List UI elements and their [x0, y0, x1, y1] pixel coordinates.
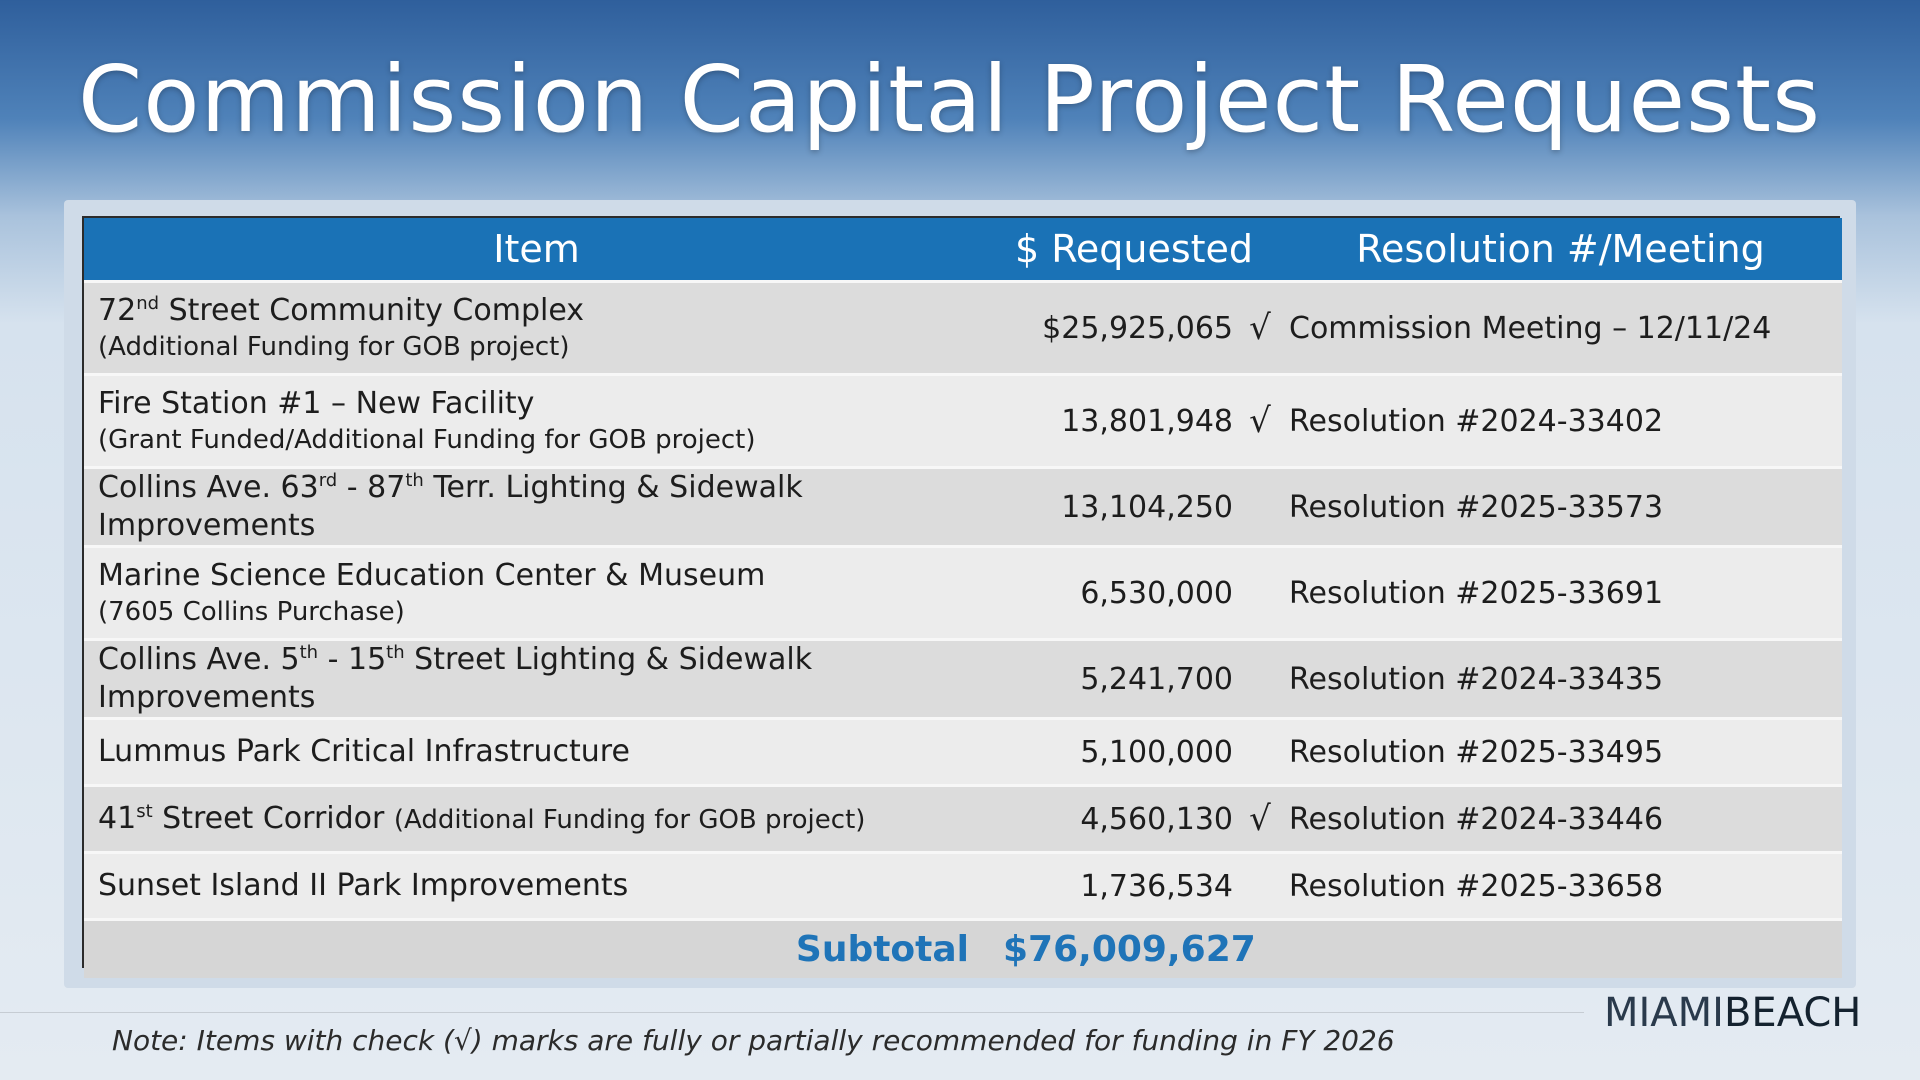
subtotal-amount: $76,009,627 [989, 920, 1241, 978]
table-row [84, 719, 1842, 786]
item-name: 72nd Street Community Complex [98, 293, 585, 328]
resolution-cell: Resolution #2024-33435 [1279, 640, 1842, 719]
table-row [84, 853, 1842, 920]
amount-cell: 6,530,000 [989, 547, 1241, 640]
subtotal-row [84, 920, 1842, 978]
check-cell [1241, 640, 1279, 719]
footnote: Note: Items with check (√) marks are fully or partially recommended for funding in FY 2026 [112, 1024, 1395, 1057]
table-row [84, 547, 1842, 640]
item-name: 41st Street Corridor (Additional Funding for GOB project) [98, 800, 866, 836]
resolution-cell: Resolution #2024-33446 [1279, 786, 1842, 853]
table-row [84, 468, 1842, 547]
table-row [84, 640, 1842, 719]
check-mark-icon: √ [1241, 375, 1279, 468]
item-note: (Grant Funded/Additional Funding for GOB project) [98, 425, 756, 455]
table-row [84, 375, 1842, 468]
item-cell [84, 547, 989, 640]
item-cell [84, 468, 989, 547]
item-name: Marine Science Education Center & Museum [98, 558, 766, 593]
subtotal-empty [1279, 920, 1842, 978]
check-cell [1241, 853, 1279, 920]
item-cell [84, 786, 989, 853]
item-cell [84, 853, 989, 920]
item-name: Fire Station #1 – New Facility [98, 386, 535, 421]
slide-title: Commission Capital Project Requests [78, 46, 1822, 153]
header-item: Item [84, 218, 989, 282]
miami-beach-logo: MIAMIBEACH [1604, 990, 1862, 1036]
resolution-cell: Resolution #2025-33658 [1279, 853, 1842, 920]
amount-cell: 13,801,948 [989, 375, 1241, 468]
amount-cell: $25,925,065 [989, 282, 1241, 375]
item-name: Lummus Park Critical Infrastructure [98, 734, 630, 769]
table-row [84, 282, 1842, 375]
item-note: (Additional Funding for GOB project) [98, 332, 570, 362]
amount-cell: 4,560,130 [989, 786, 1241, 853]
check-mark-icon: √ [1241, 786, 1279, 853]
check-mark-icon: √ [1241, 282, 1279, 375]
item-cell [84, 375, 989, 468]
resolution-cell: Resolution #2025-33573 [1279, 468, 1842, 547]
item-name: Sunset Island II Park Improvements [98, 868, 629, 903]
header-resolution: Resolution #/Meeting [1279, 218, 1842, 282]
resolution-cell: Commission Meeting – 12/11/24 [1279, 282, 1842, 375]
amount-cell: 1,736,534 [989, 853, 1241, 920]
amount-cell: 5,100,000 [989, 719, 1241, 786]
resolution-cell: Resolution #2025-33495 [1279, 719, 1842, 786]
resolution-cell: Resolution #2024-33402 [1279, 375, 1842, 468]
amount-cell: 13,104,250 [989, 468, 1241, 547]
amount-cell: 5,241,700 [989, 640, 1241, 719]
item-name: Collins Ave. 63rd - 87th Terr. Lighting & Sidewalk Improvements [98, 470, 803, 543]
subtotal-label: Subtotal [84, 920, 989, 978]
item-note: (7605 Collins Purchase) [98, 597, 405, 627]
check-cell [1241, 547, 1279, 640]
footer-divider [0, 1012, 1584, 1013]
item-name: Collins Ave. 5th - 15th Street Lighting & Sidewalk Improvements [98, 642, 813, 715]
table-row [84, 786, 1842, 853]
header-requested: $ Requested [989, 218, 1279, 282]
check-cell [1241, 468, 1279, 547]
item-cell [84, 282, 989, 375]
item-note: (Additional Funding for GOB project) [393, 804, 866, 835]
requests-table [82, 216, 1840, 968]
item-cell [84, 640, 989, 719]
check-cell [1241, 719, 1279, 786]
item-cell [84, 719, 989, 786]
table-header-row [84, 218, 1842, 282]
resolution-cell: Resolution #2025-33691 [1279, 547, 1842, 640]
